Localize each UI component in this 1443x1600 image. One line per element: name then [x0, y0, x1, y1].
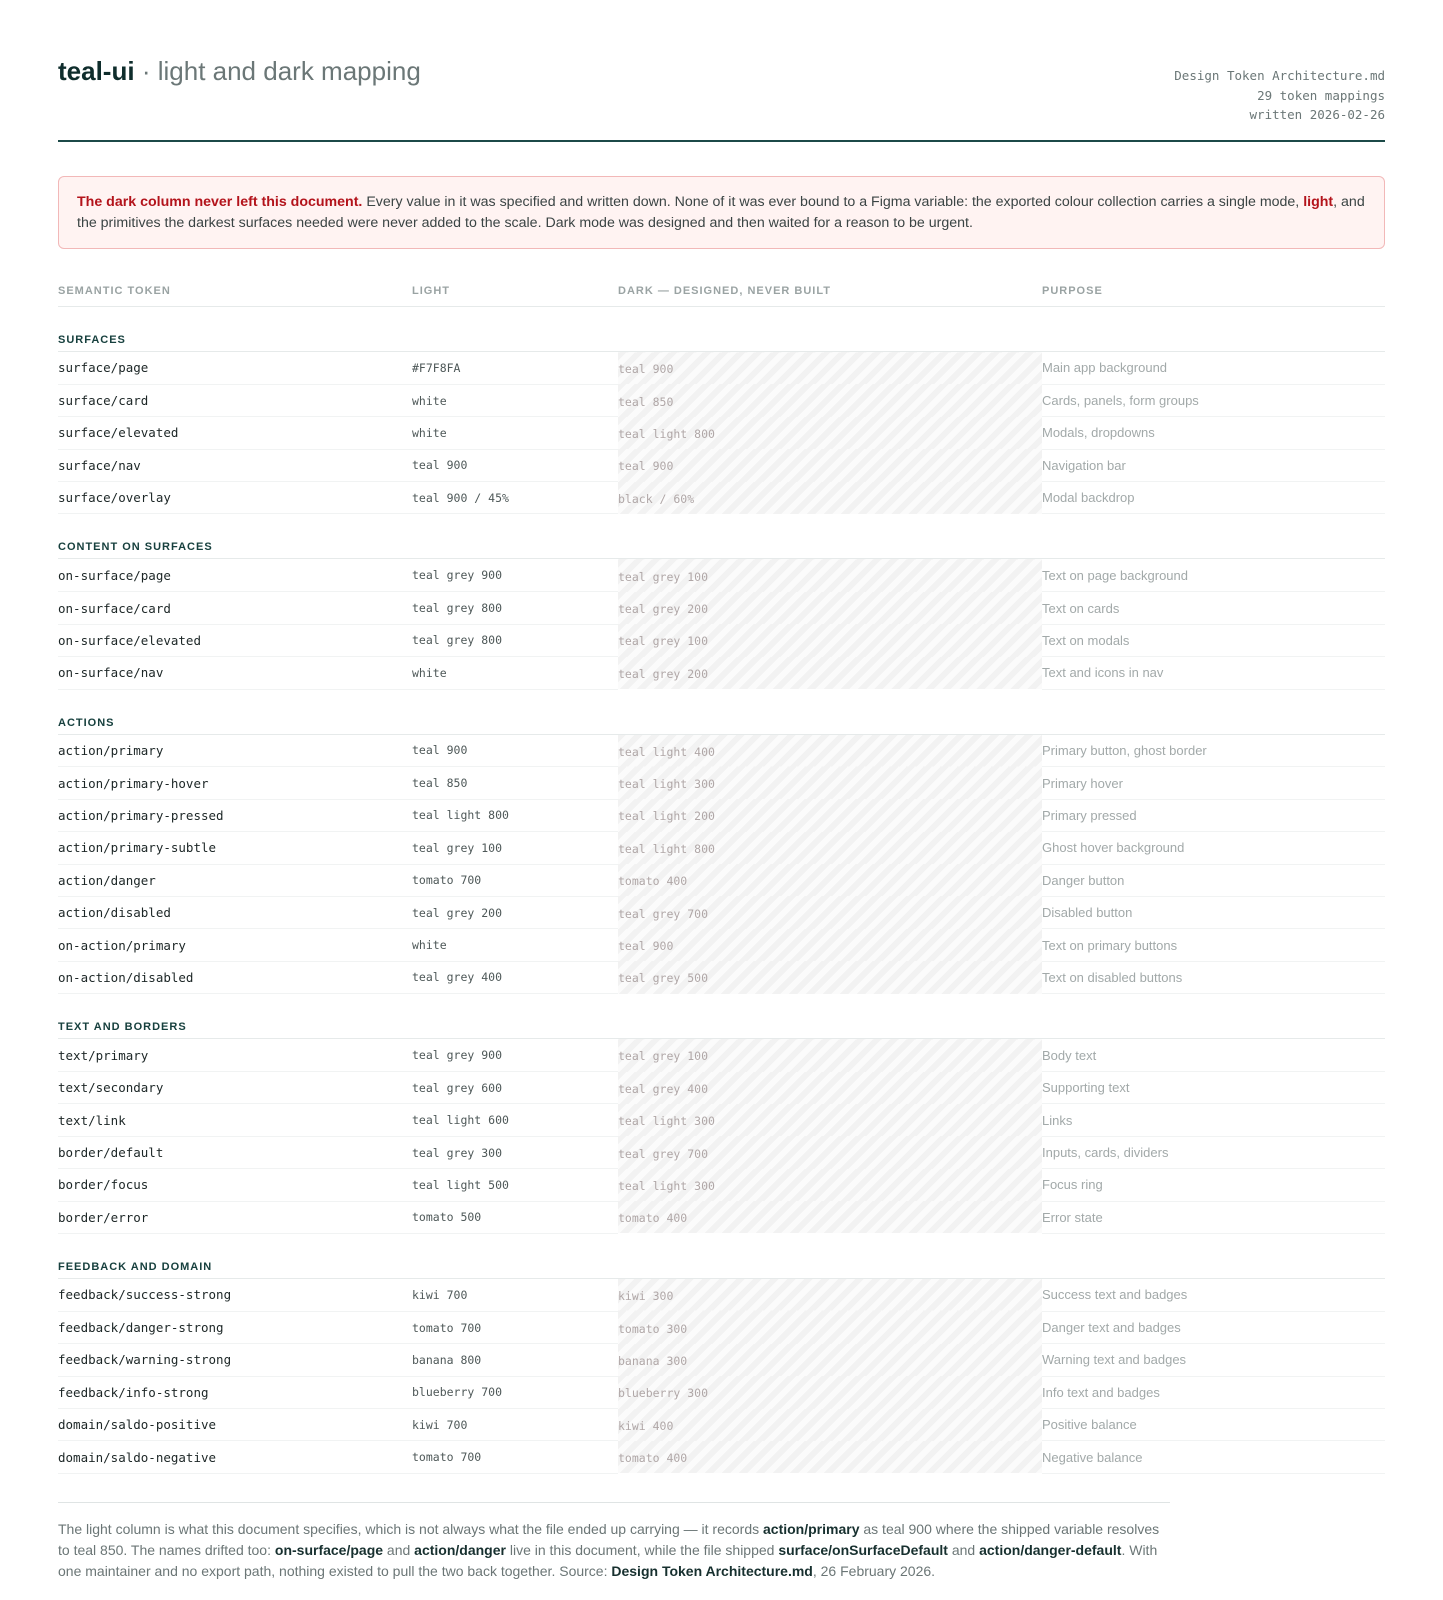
light-value: teal 850 — [412, 767, 618, 799]
footnote-emphasis: action/primary — [763, 1520, 860, 1537]
dark-value: kiwi 400 — [618, 1409, 1042, 1441]
light-value: tomato 700 — [412, 1441, 618, 1473]
token-name: feedback/warning-strong — [58, 1344, 412, 1376]
purpose-text: Error state — [1042, 1201, 1385, 1233]
table-row — [58, 592, 1385, 624]
token-mapping-table — [58, 276, 1385, 1474]
light-value: banana 800 — [412, 1344, 618, 1376]
purpose-text: Focus ring — [1042, 1169, 1385, 1201]
footnote-text: . With one maintainer and no export path, nothing existed to pull the two back together. Source: — [58, 1541, 1158, 1579]
meta-source: Design Token Architecture.md — [1174, 68, 1385, 83]
group-title: SURFACES — [58, 334, 126, 346]
page-subtitle: light and dark mapping — [157, 56, 421, 86]
token-name: on-surface/elevated — [58, 624, 412, 656]
purpose-text: Warning text and badges — [1042, 1344, 1385, 1376]
callout-lead: The dark column never left this document. — [77, 194, 363, 210]
purpose-text: Ghost hover background — [1042, 832, 1385, 864]
page-title — [58, 56, 421, 86]
table-row — [58, 449, 1385, 481]
light-value: teal 900 — [412, 449, 618, 481]
table-row — [58, 1039, 1385, 1072]
group-title: CONTENT ON SURFACES — [58, 541, 213, 554]
token-name: text/primary — [58, 1039, 412, 1072]
dark-value: blueberry 300 — [618, 1376, 1042, 1408]
light-value: tomato 700 — [412, 864, 618, 896]
dark-value: teal light 800 — [618, 417, 1042, 449]
purpose-text: Text on modals — [1042, 624, 1385, 656]
dark-value: teal grey 700 — [618, 896, 1042, 928]
token-name: action/primary — [58, 734, 412, 767]
dark-value: teal grey 200 — [618, 592, 1042, 624]
token-name: surface/overlay — [58, 482, 412, 514]
purpose-text: Modal backdrop — [1042, 482, 1385, 514]
dark-value: banana 300 — [618, 1344, 1042, 1376]
token-name: feedback/danger-strong — [58, 1311, 412, 1343]
token-name: text/link — [58, 1104, 412, 1136]
table-row — [58, 1169, 1385, 1201]
header — [58, 0, 1385, 142]
purpose-text: Text on primary buttons — [1042, 929, 1385, 961]
purpose-text: Primary hover — [1042, 767, 1385, 799]
light-value: teal grey 400 — [412, 961, 618, 993]
group-title: ACTIONS — [58, 716, 115, 729]
light-value: teal light 500 — [412, 1169, 618, 1201]
light-value: blueberry 700 — [412, 1376, 618, 1408]
dark-value: tomato 400 — [618, 1441, 1042, 1473]
token-name: on-action/disabled — [58, 961, 412, 993]
table-row — [58, 1409, 1385, 1441]
table-row — [58, 896, 1385, 928]
table-row — [58, 1201, 1385, 1233]
dark-value: teal grey 200 — [618, 657, 1042, 689]
table-row — [58, 1104, 1385, 1136]
table-row — [58, 929, 1385, 961]
purpose-text: Negative balance — [1042, 1441, 1385, 1473]
footnote — [58, 1502, 1170, 1582]
dark-value: tomato 300 — [618, 1311, 1042, 1343]
group-title: TEXT AND BORDERS — [58, 1021, 187, 1034]
footnote-emphasis: action/danger-default — [979, 1541, 1122, 1558]
brand-name: teal-ui — [58, 56, 135, 86]
dark-value: teal light 300 — [618, 1104, 1042, 1136]
light-value: teal grey 600 — [412, 1072, 618, 1104]
light-value: tomato 500 — [412, 1201, 618, 1233]
footnote-text: and — [383, 1541, 415, 1558]
purpose-text: Primary pressed — [1042, 799, 1385, 831]
dark-value: teal grey 100 — [618, 624, 1042, 656]
table-row — [58, 767, 1385, 799]
table-row — [58, 1278, 1385, 1311]
meta-date: written 2026-02-26 — [1249, 107, 1385, 122]
group-header-row — [58, 514, 1385, 559]
token-name: action/primary-subtle — [58, 832, 412, 864]
table-row — [58, 657, 1385, 689]
column-header-light: LIGHT — [412, 276, 618, 307]
dark-value: teal 900 — [618, 352, 1042, 385]
token-name: action/primary-hover — [58, 767, 412, 799]
dark-value: teal light 200 — [618, 799, 1042, 831]
group-header-row — [58, 994, 1385, 1039]
light-value: teal grey 800 — [412, 624, 618, 656]
table-row — [58, 734, 1385, 767]
table-header-row — [58, 276, 1385, 307]
table-row — [58, 832, 1385, 864]
dark-value: tomato 400 — [618, 864, 1042, 896]
token-name: feedback/info-strong — [58, 1376, 412, 1408]
purpose-text: Main app background — [1042, 352, 1385, 385]
purpose-text: Modals, dropdowns — [1042, 417, 1385, 449]
table-row — [58, 1072, 1385, 1104]
callout-body: Every value in it was specified and written down. None of it was ever bound to a Figma variable: the exported colour collection carries a single mode, — [362, 194, 1304, 210]
group-header-row — [58, 307, 1385, 352]
token-name: text/secondary — [58, 1072, 412, 1104]
dark-value: teal light 300 — [618, 1169, 1042, 1201]
dark-value: teal grey 700 — [618, 1136, 1042, 1168]
light-value: teal grey 800 — [412, 592, 618, 624]
purpose-text: Links — [1042, 1104, 1385, 1136]
dark-value: teal grey 100 — [618, 1039, 1042, 1072]
token-name: action/danger — [58, 864, 412, 896]
light-value: teal grey 100 — [412, 832, 618, 864]
document-meta — [1174, 66, 1385, 125]
token-name: domain/saldo-positive — [58, 1409, 412, 1441]
table-row — [58, 559, 1385, 592]
light-value: teal grey 900 — [412, 1039, 618, 1072]
token-name: domain/saldo-negative — [58, 1441, 412, 1473]
light-value: white — [412, 657, 618, 689]
dark-value: teal 900 — [618, 449, 1042, 481]
footnote-emphasis: on-surface/page — [274, 1541, 384, 1558]
purpose-text: Supporting text — [1042, 1072, 1385, 1104]
column-header-token: SEMANTIC TOKEN — [58, 276, 412, 307]
purpose-text: Text on disabled buttons — [1042, 961, 1385, 993]
table-row — [58, 1344, 1385, 1376]
dark-value: kiwi 300 — [618, 1278, 1042, 1311]
dark-value: teal grey 100 — [618, 559, 1042, 592]
dark-value: teal 850 — [618, 384, 1042, 416]
footnote-text: and — [947, 1541, 980, 1558]
group-header-row — [58, 689, 1385, 734]
footnote-text: as teal 900 where the shipped variable resolves to teal 850. The names drifted too: — [58, 1520, 1160, 1558]
light-value: tomato 700 — [412, 1311, 618, 1343]
token-name: surface/nav — [58, 449, 412, 481]
token-name: on-surface/page — [58, 559, 412, 592]
table-row — [58, 1441, 1385, 1473]
token-name: border/error — [58, 1201, 412, 1233]
token-name: on-surface/nav — [58, 657, 412, 689]
table-body — [58, 307, 1385, 1474]
table-row — [58, 352, 1385, 385]
light-value: teal grey 200 — [412, 896, 618, 928]
footnote-text: , 26 February 2026. — [812, 1562, 936, 1579]
purpose-text: Text on cards — [1042, 592, 1385, 624]
table-row — [58, 1136, 1385, 1168]
purpose-text: Info text and badges — [1042, 1376, 1385, 1408]
token-name: feedback/success-strong — [58, 1278, 412, 1311]
footnote-text: The light column is what this document specifies, which is not always what the file ended up carrying — it records — [58, 1520, 763, 1537]
purpose-text: Danger text and badges — [1042, 1311, 1385, 1343]
purpose-text: Success text and badges — [1042, 1278, 1385, 1311]
purpose-text: Positive balance — [1042, 1409, 1385, 1441]
purpose-text: Text on page background — [1042, 559, 1385, 592]
dark-value: teal 900 — [618, 929, 1042, 961]
dark-value: tomato 400 — [618, 1201, 1042, 1233]
light-value: teal 900 / 45% — [412, 482, 618, 514]
table-row — [58, 417, 1385, 449]
purpose-text: Inputs, cards, dividers — [1042, 1136, 1385, 1168]
footnote-emphasis: action/danger — [414, 1541, 506, 1558]
table-row — [58, 624, 1385, 656]
footnote-emphasis: Design Token Architecture.md — [611, 1562, 813, 1579]
group-title: FEEDBACK AND DOMAIN — [58, 1260, 213, 1273]
token-name: border/default — [58, 1136, 412, 1168]
footnote-emphasis: surface/onSurfaceDefault — [778, 1541, 948, 1558]
warning-callout — [58, 176, 1385, 249]
light-value: white — [412, 417, 618, 449]
light-value: #F7F8FA — [412, 352, 618, 385]
dark-value: teal light 800 — [618, 832, 1042, 864]
purpose-text: Body text — [1042, 1039, 1385, 1072]
group-header-row — [58, 1233, 1385, 1278]
purpose-text: Primary button, ghost border — [1042, 734, 1385, 767]
table-row — [58, 799, 1385, 831]
purpose-text: Text and icons in nav — [1042, 657, 1385, 689]
column-header-purpose: PURPOSE — [1042, 276, 1385, 307]
token-name: surface/card — [58, 384, 412, 416]
table-row — [58, 1311, 1385, 1343]
token-name: action/disabled — [58, 896, 412, 928]
dark-value: black / 60% — [618, 482, 1042, 514]
purpose-text: Disabled button — [1042, 896, 1385, 928]
footnote-text: live in this document, while the file shipped — [505, 1541, 779, 1558]
light-value: white — [412, 384, 618, 416]
light-value: white — [412, 929, 618, 961]
table-row — [58, 864, 1385, 896]
token-name: surface/page — [58, 352, 412, 385]
light-value: kiwi 700 — [412, 1278, 618, 1311]
token-name: on-action/primary — [58, 929, 412, 961]
column-header-dark: DARK — DESIGNED, NEVER BUILT — [618, 276, 1042, 307]
purpose-text: Cards, panels, form groups — [1042, 384, 1385, 416]
light-value: teal 900 — [412, 734, 618, 767]
meta-count: 29 token mappings — [1257, 87, 1385, 103]
dark-value: teal grey 400 — [618, 1072, 1042, 1104]
light-value: teal light 600 — [412, 1104, 618, 1136]
title-separator: · — [141, 56, 151, 86]
callout-mode: light — [1303, 194, 1334, 210]
table-row — [58, 384, 1385, 416]
table-row — [58, 1376, 1385, 1408]
token-name: surface/elevated — [58, 417, 412, 449]
table-row — [58, 482, 1385, 514]
table-row — [58, 961, 1385, 993]
dark-value: teal light 400 — [618, 734, 1042, 767]
dark-value: teal grey 500 — [618, 961, 1042, 993]
purpose-text: Danger button — [1042, 864, 1385, 896]
light-value: teal grey 900 — [412, 559, 618, 592]
dark-value: teal light 300 — [618, 767, 1042, 799]
token-name: action/primary-pressed — [58, 799, 412, 831]
token-name: on-surface/card — [58, 592, 412, 624]
purpose-text: Navigation bar — [1042, 449, 1385, 481]
token-name: border/focus — [58, 1169, 412, 1201]
light-value: teal light 800 — [412, 799, 618, 831]
light-value: teal grey 300 — [412, 1136, 618, 1168]
callout-body-end: , and the primitives the darkest surfaces needed were never added to the scale. Dark mode was designed and then waited for a reason to be urgent. — [77, 194, 1365, 231]
light-value: kiwi 700 — [412, 1409, 618, 1441]
